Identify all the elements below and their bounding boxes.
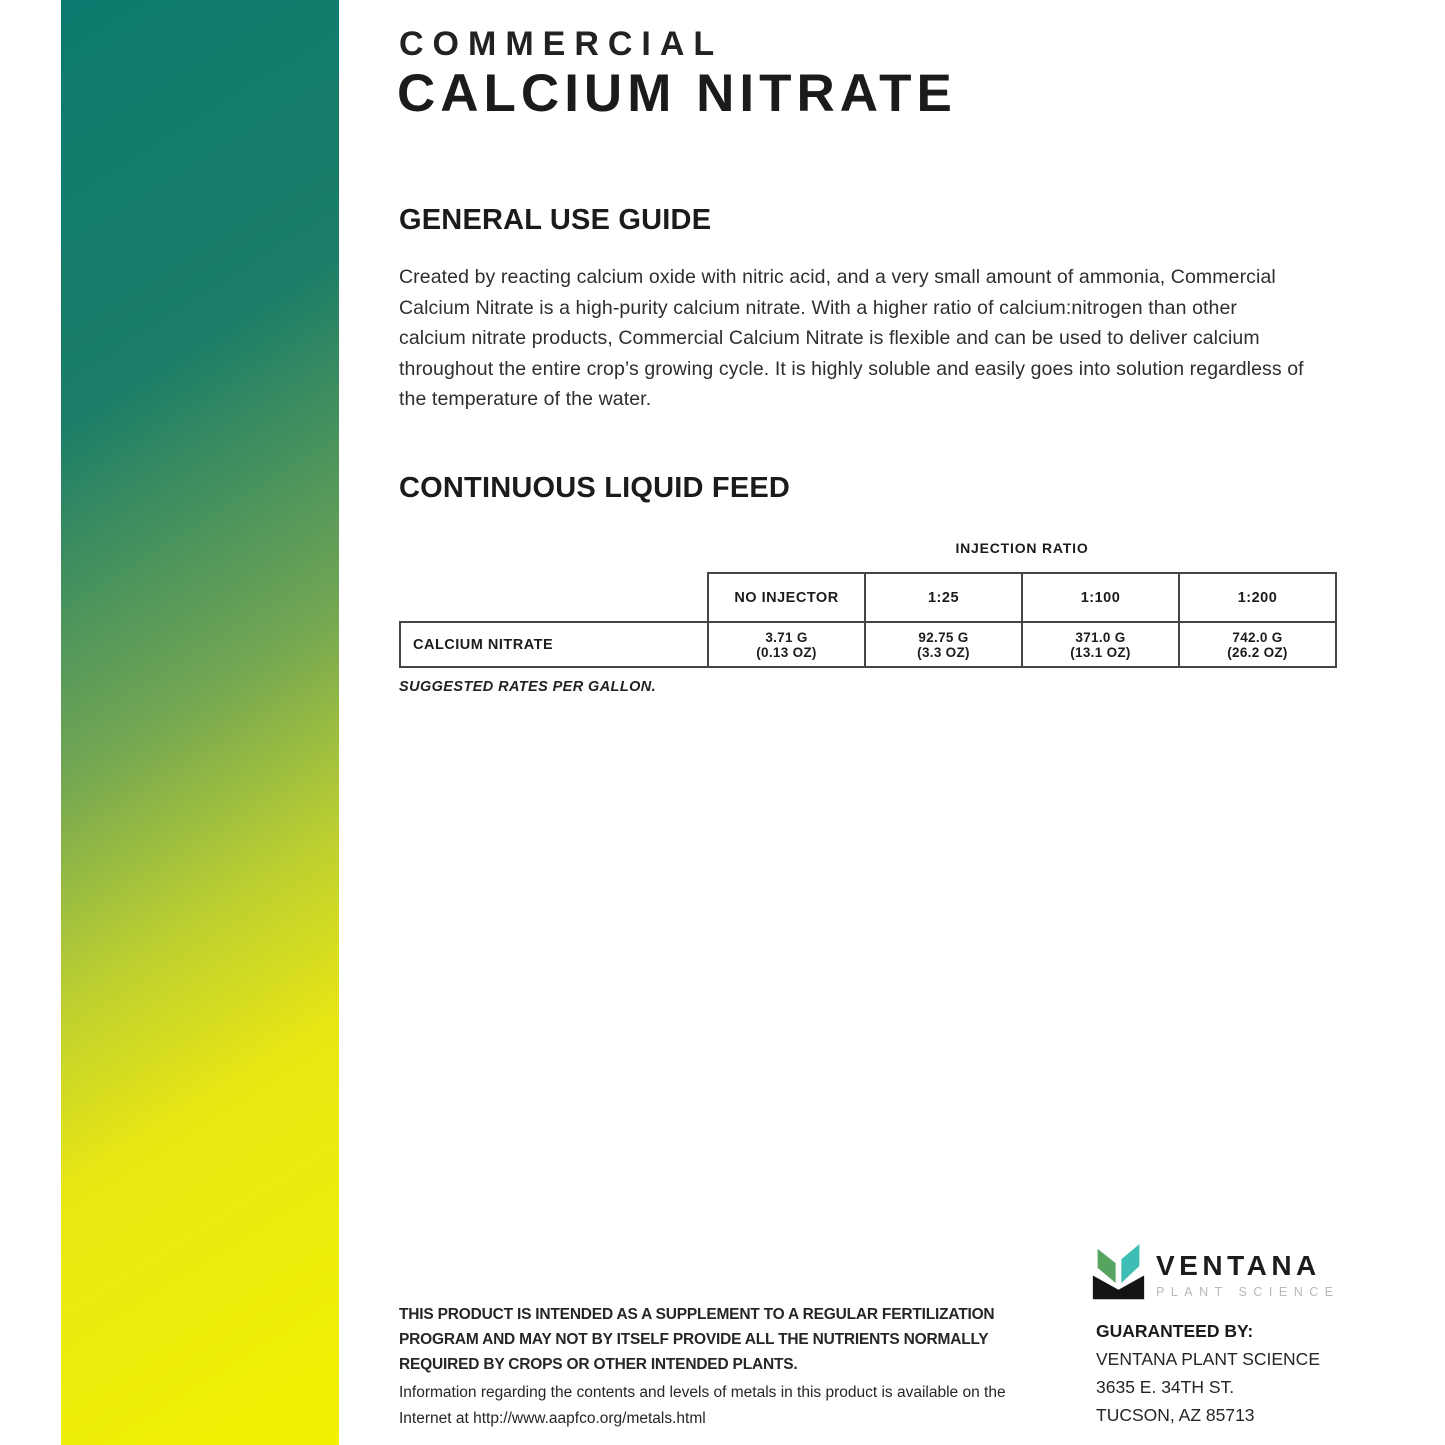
brand-tagline: PLANT SCIENCE [1156, 1285, 1340, 1299]
brand-lockup [1090, 1243, 1340, 1306]
general-use-body: Created by reacting calcium oxide with nitric acid, and a very small amount of ammonia, Commercial Calcium Nitrate is a high-purity calcium nitrate. With a higher ratio of calcium:nitrogen than other calcium nitrate products, Commercial Calcium Nitrate is flexible and can be used to deliver calcium throughout the entire crop’s growing cycle. It is highly soluble and easily goes into solution regardless of the temperature of the water. [399, 266, 1304, 410]
guaranteed-by-block [1096, 1317, 1320, 1429]
value-cell-1-25 [866, 623, 1023, 666]
grams-value: 371.0 G [1075, 629, 1126, 645]
brand-text [1156, 1243, 1340, 1299]
guaranteed-by-city: TUCSON, AZ 85713 [1096, 1405, 1255, 1425]
ounces-value: (13.1 OZ) [1070, 644, 1131, 660]
value-cell-1-100 [1023, 623, 1180, 666]
product-title: CALCIUM NITRATE [397, 64, 957, 123]
liquid-feed-heading: CONTINUOUS LIQUID FEED [399, 472, 791, 504]
feed-table-header-row [707, 572, 1337, 621]
ounces-value: (0.13 OZ) [756, 644, 817, 660]
column-header-1-100: 1:100 [1023, 574, 1180, 621]
guaranteed-by-label: GUARANTEED BY: [1096, 1321, 1254, 1341]
metals-info-text: Information regarding the contents and levels of metals in this product is available on the Internet at http://www.aapfco.org/metals.html [399, 1384, 1006, 1427]
guaranteed-by-street: 3635 E. 34TH ST. [1096, 1377, 1235, 1397]
ventana-logo-icon [1090, 1243, 1147, 1306]
ounces-value: (26.2 OZ) [1227, 644, 1288, 660]
injection-ratio-label: INJECTION RATIO [955, 540, 1089, 556]
value-cell-no-injector [709, 623, 866, 666]
row-label-calcium-nitrate: CALCIUM NITRATE [401, 623, 709, 666]
column-header-1-25: 1:25 [866, 574, 1023, 621]
gradient-sidebar [61, 0, 339, 1445]
column-header-1-200: 1:200 [1237, 589, 1278, 606]
ounces-value: (3.3 OZ) [917, 644, 970, 660]
grams-value: 3.71 G [765, 629, 808, 645]
supplement-disclaimer: THIS PRODUCT IS INTENDED AS A SUPPLEMENT TO A REGULAR FERTILIZATION PROGRAM AND MAY NOT BY ITSELF PROVIDE ALL THE NUTRIENTS NORMALLY REQUIRED BY CROPS OR OTHER INTENDED PLANTS. [399, 1306, 995, 1373]
general-use-heading: GENERAL USE GUIDE [399, 204, 712, 236]
table-footnote: SUGGESTED RATES PER GALLON. [399, 679, 657, 695]
grams-value: 742.0 G [1232, 629, 1283, 645]
product-kicker: COMMERCIAL [399, 25, 724, 63]
column-header-no-injector: NO INJECTOR [709, 574, 866, 621]
value-cell-1-200 [1180, 623, 1335, 666]
brand-name: VENTANA [1156, 1250, 1321, 1281]
feed-table-data-row [399, 621, 1337, 668]
grams-value: 92.75 G [918, 629, 969, 645]
guaranteed-by-company: VENTANA PLANT SCIENCE [1096, 1349, 1320, 1369]
